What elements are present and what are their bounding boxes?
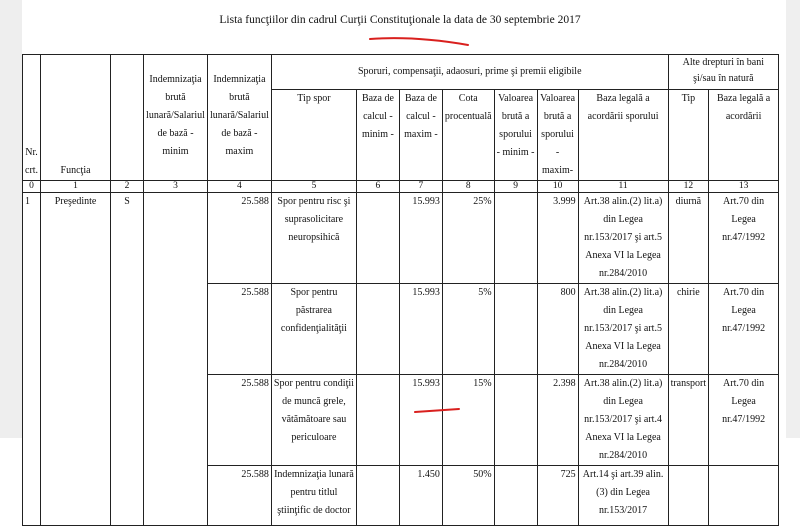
cell-ind-max: 25.588	[207, 375, 271, 466]
table-row	[23, 193, 779, 284]
col-number: 7	[399, 181, 442, 193]
col-number: 6	[356, 181, 399, 193]
header-baza-legala-acordarii: Baza legală a acordării	[709, 90, 779, 181]
cell-baza-min	[356, 466, 399, 526]
cell-baza-legala: Art.38 alin.(2) lit.a) din Legea nr.153/2017 şi art.4 Anexa VI la Legea nr.284/2010	[578, 375, 668, 466]
cell-tip-spor: Spor pentru păstrarea confidenţialităţii	[271, 284, 356, 375]
cell-baza-min	[356, 284, 399, 375]
cell-tip: diurnă	[668, 193, 709, 284]
cell-tip	[668, 466, 709, 526]
col-number: 3	[144, 181, 208, 193]
cell-val-min	[494, 375, 537, 466]
header-baza-maxim: Baza de calcul - maxim -	[399, 90, 442, 181]
document-title: Lista funcţiilor din cadrul Curţii Constituţionale la data de 30 septembrie 2017	[219, 14, 581, 26]
header-valoare-minim: Valoarea brută a sporului - minim -	[494, 90, 537, 181]
cell-baza-legala-acordarii	[709, 466, 779, 526]
header-group-alte-drepturi: Alte drepturi în bani şi/sau în natură	[668, 55, 779, 90]
cell-nivel: S	[111, 193, 144, 526]
cell-ind-min	[144, 193, 208, 526]
cell-ind-max: 25.588	[207, 193, 271, 284]
col-number: 4	[207, 181, 271, 193]
viewer-left-margin	[0, 0, 22, 438]
viewer-scrollbar[interactable]	[786, 0, 800, 438]
header-nr-crt: Nr. crt.	[23, 55, 41, 181]
cell-baza-legala-acordarii: Art.70 din Legea nr.47/1992	[709, 375, 779, 466]
cell-baza-min	[356, 375, 399, 466]
cell-tip-spor: Spor pentru risc şi suprasolicitare neuropsihică	[271, 193, 356, 284]
red-underline-annotation	[368, 36, 470, 48]
header-indemnizatie-minim: Indemnizaţia brută lunară/Salariul de bază - minim	[144, 55, 208, 181]
header-indemnizatie-maxim: Indemnizaţia brută lunară/Salariul de bază - maxim	[207, 55, 271, 181]
cell-tip-spor: Indemnizaţia lunară pentru titlul ştiinţific de doctor	[271, 466, 356, 526]
col-number: 5	[271, 181, 356, 193]
header-nivel-studii	[111, 55, 144, 181]
cell-val-max: 800	[537, 284, 578, 375]
header-functia: Funcţia	[41, 55, 111, 181]
cell-cota: 25%	[442, 193, 494, 284]
cell-cota: 15%	[442, 375, 494, 466]
cell-val-max: 2.398	[537, 375, 578, 466]
header-cota: Cota procentuală	[442, 90, 494, 181]
header-baza-minim: Baza de calcul - minim -	[356, 90, 399, 181]
header-tip: Tip	[668, 90, 709, 181]
cell-val-max: 725	[537, 466, 578, 526]
col-number: 1	[41, 181, 111, 193]
col-number: 0	[23, 181, 41, 193]
header-valoare-maxim: Valoarea brută a sporului - maxim-	[537, 90, 578, 181]
col-number: 13	[709, 181, 779, 193]
cell-cota: 5%	[442, 284, 494, 375]
col-number: 2	[111, 181, 144, 193]
cell-baza-legala: Art.38 alin.(2) lit.a) din Legea nr.153/2017 şi art.5 Anexa VI la Legea nr.284/2010	[578, 284, 668, 375]
cell-nr: 1	[23, 193, 41, 526]
red-underline-annotation	[414, 406, 460, 416]
cell-baza-max: 1.450	[399, 466, 442, 526]
col-number: 11	[578, 181, 668, 193]
col-number: 9	[494, 181, 537, 193]
header-baza-legala: Baza legală a acordării sporului	[578, 90, 668, 181]
cell-baza-legala: Art.38 alin.(2) lit.a) din Legea nr.153/2017 şi art.5 Anexa VI la Legea nr.284/2010	[578, 193, 668, 284]
col-number: 10	[537, 181, 578, 193]
header-group-sporuri: Sporuri, compensaţii, adaosuri, prime şi premii eligibile	[271, 55, 668, 90]
cell-val-max: 3.999	[537, 193, 578, 284]
col-number: 8	[442, 181, 494, 193]
cell-ind-max: 25.588	[207, 284, 271, 375]
cell-val-min	[494, 284, 537, 375]
header-tip-spor: Tip spor	[271, 90, 356, 181]
cell-functia: Preşedinte	[41, 193, 111, 526]
cell-baza-max: 15.993	[399, 375, 442, 466]
cell-tip: chirie	[668, 284, 709, 375]
cell-baza-legala-acordarii: Art.70 din Legea nr.47/1992	[709, 193, 779, 284]
cell-baza-max: 15.993	[399, 193, 442, 284]
cell-tip-spor: Spor pentru condiţii de muncă grele, vătămătoare sau periculoare	[271, 375, 356, 466]
col-number: 12	[668, 181, 709, 193]
cell-baza-max: 15.993	[399, 284, 442, 375]
cell-ind-max: 25.588	[207, 466, 271, 526]
cell-baza-legala-acordarii: Art.70 din Legea nr.47/1992	[709, 284, 779, 375]
cell-val-min	[494, 466, 537, 526]
cell-val-min	[494, 193, 537, 284]
cell-tip: transport	[668, 375, 709, 466]
cell-cota: 50%	[442, 466, 494, 526]
salary-table	[22, 54, 779, 526]
cell-baza-legala: Art.14 şi art.39 alin.(3) din Legea nr.153/2017	[578, 466, 668, 526]
cell-baza-min	[356, 193, 399, 284]
